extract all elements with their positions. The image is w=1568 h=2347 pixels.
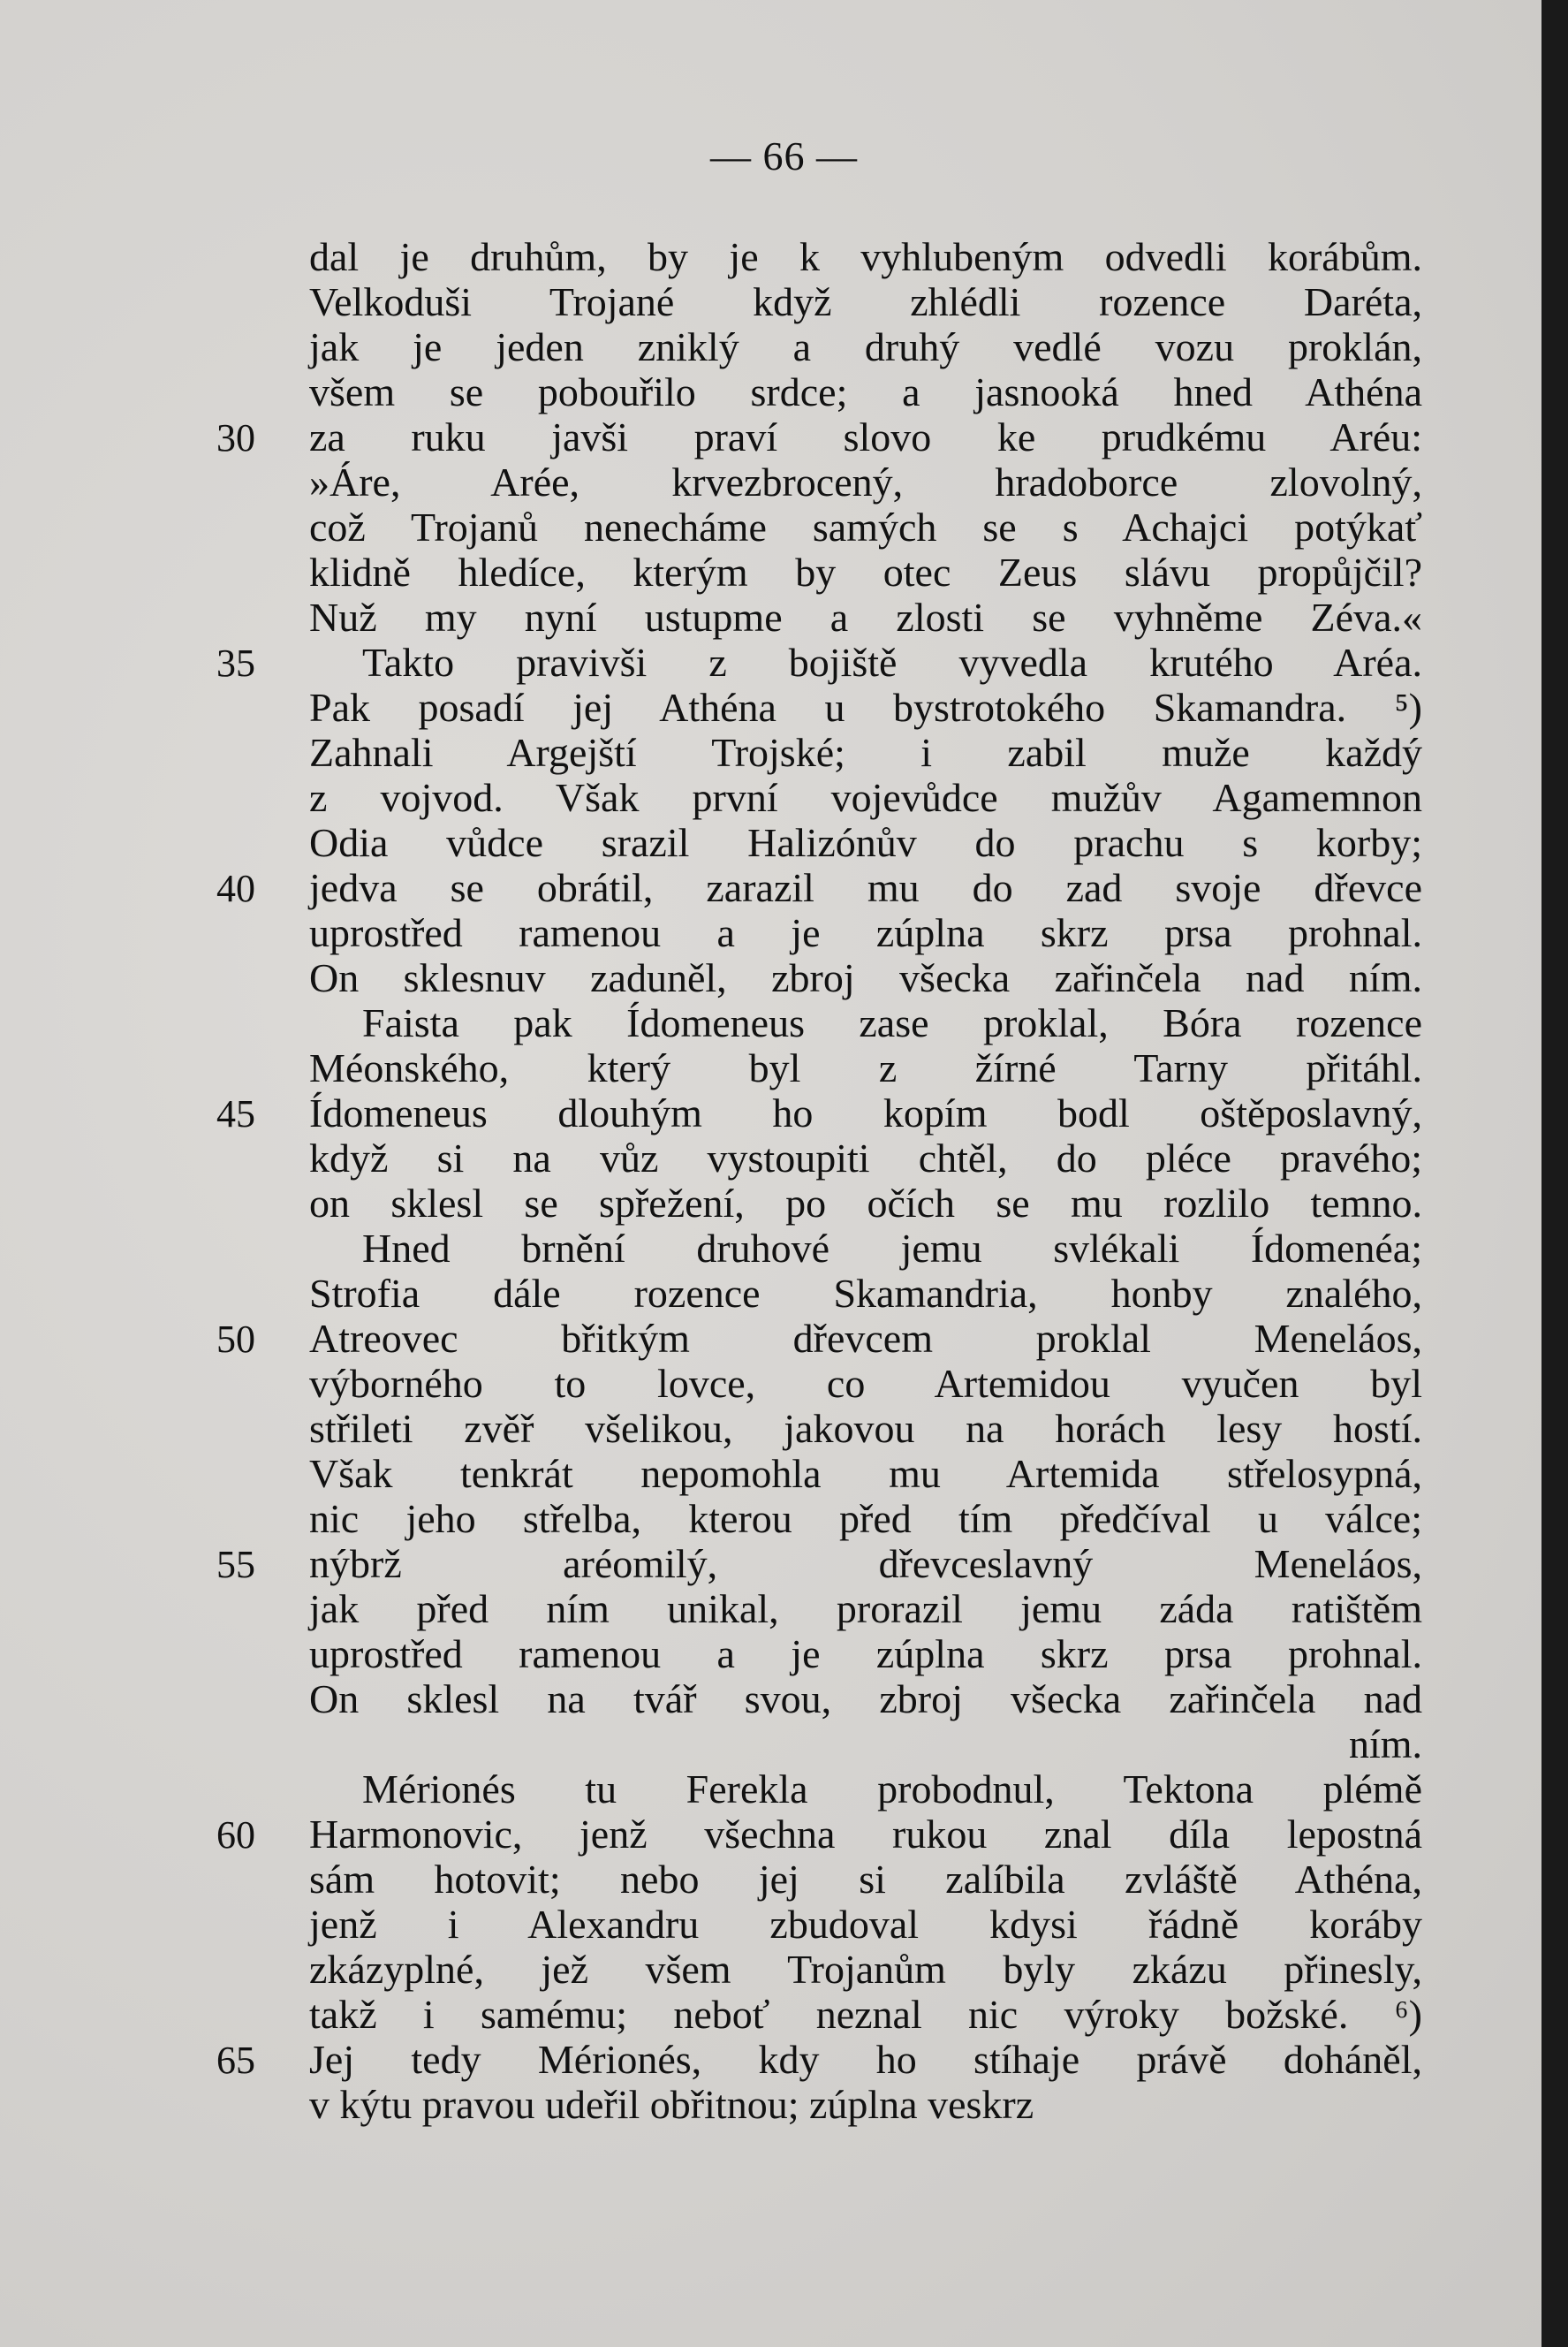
verse-line: On sklesnuv zaduněl, zbroj všecka zařinčela nad ním. xyxy=(309,955,1422,1000)
verse-line: jenž i Alexandru zbudoval kdysi řádně koráby xyxy=(309,1902,1422,1947)
line-number: 30 xyxy=(216,416,255,460)
verse-line: jak před ním unikal, prorazil jemu záda ratištěm xyxy=(309,1586,1422,1631)
verse-line: ním. xyxy=(1348,1721,1422,1766)
verse-line: což Trojanů nenecháme samých se s Achajci potýkať xyxy=(309,505,1422,550)
verse-line: střileti zvěř všelikou, jakovou na horách lesy hostí. xyxy=(309,1406,1422,1451)
verse-line: uprostřed ramenou a je zúplna skrz prsa prohnal. xyxy=(309,1631,1422,1676)
verse-line: jedva se obrátil, zarazil mu do zad svoje dřevce xyxy=(309,865,1422,910)
verse-line: Zahnali Argejští Trojské; i zabil muže každý xyxy=(309,730,1422,775)
line-number: 50 xyxy=(216,1318,255,1361)
verse-line: Však tenkrát nepomohla mu Artemida střelosypná, xyxy=(309,1451,1422,1496)
line-number: 35 xyxy=(216,642,255,685)
verse-line: v kýtu pravou udeřil obřitnou; zúplna veskrz xyxy=(309,2082,1034,2127)
verse-line: On sklesl na tvář svou, zbroj všecka zařinčela nad xyxy=(309,1676,1422,1721)
verse-line: Harmonovic, jenž všechna rukou znal díla lepostná xyxy=(309,1812,1422,1857)
verse-line: Faista pak Ídomeneus zase proklal, Bóra rozence xyxy=(362,1000,1422,1045)
verse-line: Ídomeneus dlouhým ho kopím bodl oštěposlavný, xyxy=(309,1090,1422,1136)
verse-line: Mérionés tu Ferekla probodnul, Tektona plémě xyxy=(362,1766,1422,1812)
verse-line: Strofia dále rozence Skamandria, honby znalého, xyxy=(309,1271,1422,1316)
line-number: 65 xyxy=(216,2039,255,2082)
verse-line: uprostřed ramenou a je zúplna skrz prsa prohnal. xyxy=(309,910,1422,955)
line-number: 60 xyxy=(216,1813,255,1857)
verse-line: výborného to lovce, co Artemidou vyučen byl xyxy=(309,1361,1422,1406)
verse-line: jak je jeden zniklý a druhý vedlé vozu proklán, xyxy=(309,324,1422,369)
line-number: 40 xyxy=(216,867,255,910)
page-edge xyxy=(1541,0,1568,2347)
verse-line: takž i samému; neboť neznal nic výroky božské. ⁶) xyxy=(309,1992,1422,2037)
verse-line: Pak posadí jej Athéna u bystrotokého Skamandra. ⁵) xyxy=(309,685,1422,730)
verse-line: Jej tedy Mérionés, kdy ho stíhaje právě doháněl, xyxy=(309,2037,1422,2082)
verse-line: všem se pobouřilo srdce; a jasnooká hned Athéna xyxy=(309,369,1422,414)
verse-line: Odia vůdce srazil Halizónův do prachu s korby; xyxy=(309,820,1422,865)
verse-line: Atreovec břitkým dřevcem proklal Meneláos, xyxy=(309,1316,1422,1361)
line-number: 55 xyxy=(216,1543,255,1586)
verse-line: »Áre, Arée, krvezbrocený, hradoborce zlovolný, xyxy=(309,460,1422,505)
verse-line: nic jeho střelba, kterou před tím předčíval u válce; xyxy=(309,1496,1422,1541)
verse-line: Hned brnění druhové jemu svlékali Ídomenéa; xyxy=(362,1226,1422,1271)
verse-line: nýbrž aréomilý, dřevceslavný Meneláos, xyxy=(309,1541,1422,1586)
verse-line: sám hotovit; nebo jej si zalíbila zvláště Athéna, xyxy=(309,1857,1422,1902)
verse-line: z vojvod. Však první vojevůdce mužův Agamemnon xyxy=(309,775,1422,820)
verse-line: za ruku javši praví slovo ke prudkému Aréu: xyxy=(309,414,1422,460)
verse-line: Nuž my nyní ustupme a zlosti se vyhněme Zéva.« xyxy=(309,595,1422,640)
page-number: — 66 — xyxy=(710,133,858,178)
verse-line: zkázyplné, jež všem Trojanům byly zkázu přinesly, xyxy=(309,1947,1422,1992)
line-number: 45 xyxy=(216,1092,255,1136)
verse-line: Méonského, který byl z žírné Tarny přitáhl. xyxy=(309,1045,1422,1090)
verse-line: Takto pravivši z bojiště vyvedla krutého Aréa. xyxy=(362,640,1422,685)
verse-line: když si na vůz vystoupiti chtěl, do pléce pravého; xyxy=(309,1136,1422,1181)
verse-line: on sklesl se spřežení, po očích se mu rozlilo temno. xyxy=(309,1181,1422,1226)
verse-line: dal je druhům, by je k vyhlubeným odvedli korábům. xyxy=(309,234,1422,279)
verse-line: Velkoduši Trojané když zhlédli rozence Daréta, xyxy=(309,279,1422,324)
verse-line: klidně hledíce, kterým by otec Zeus slávu propůjčil? xyxy=(309,550,1422,595)
